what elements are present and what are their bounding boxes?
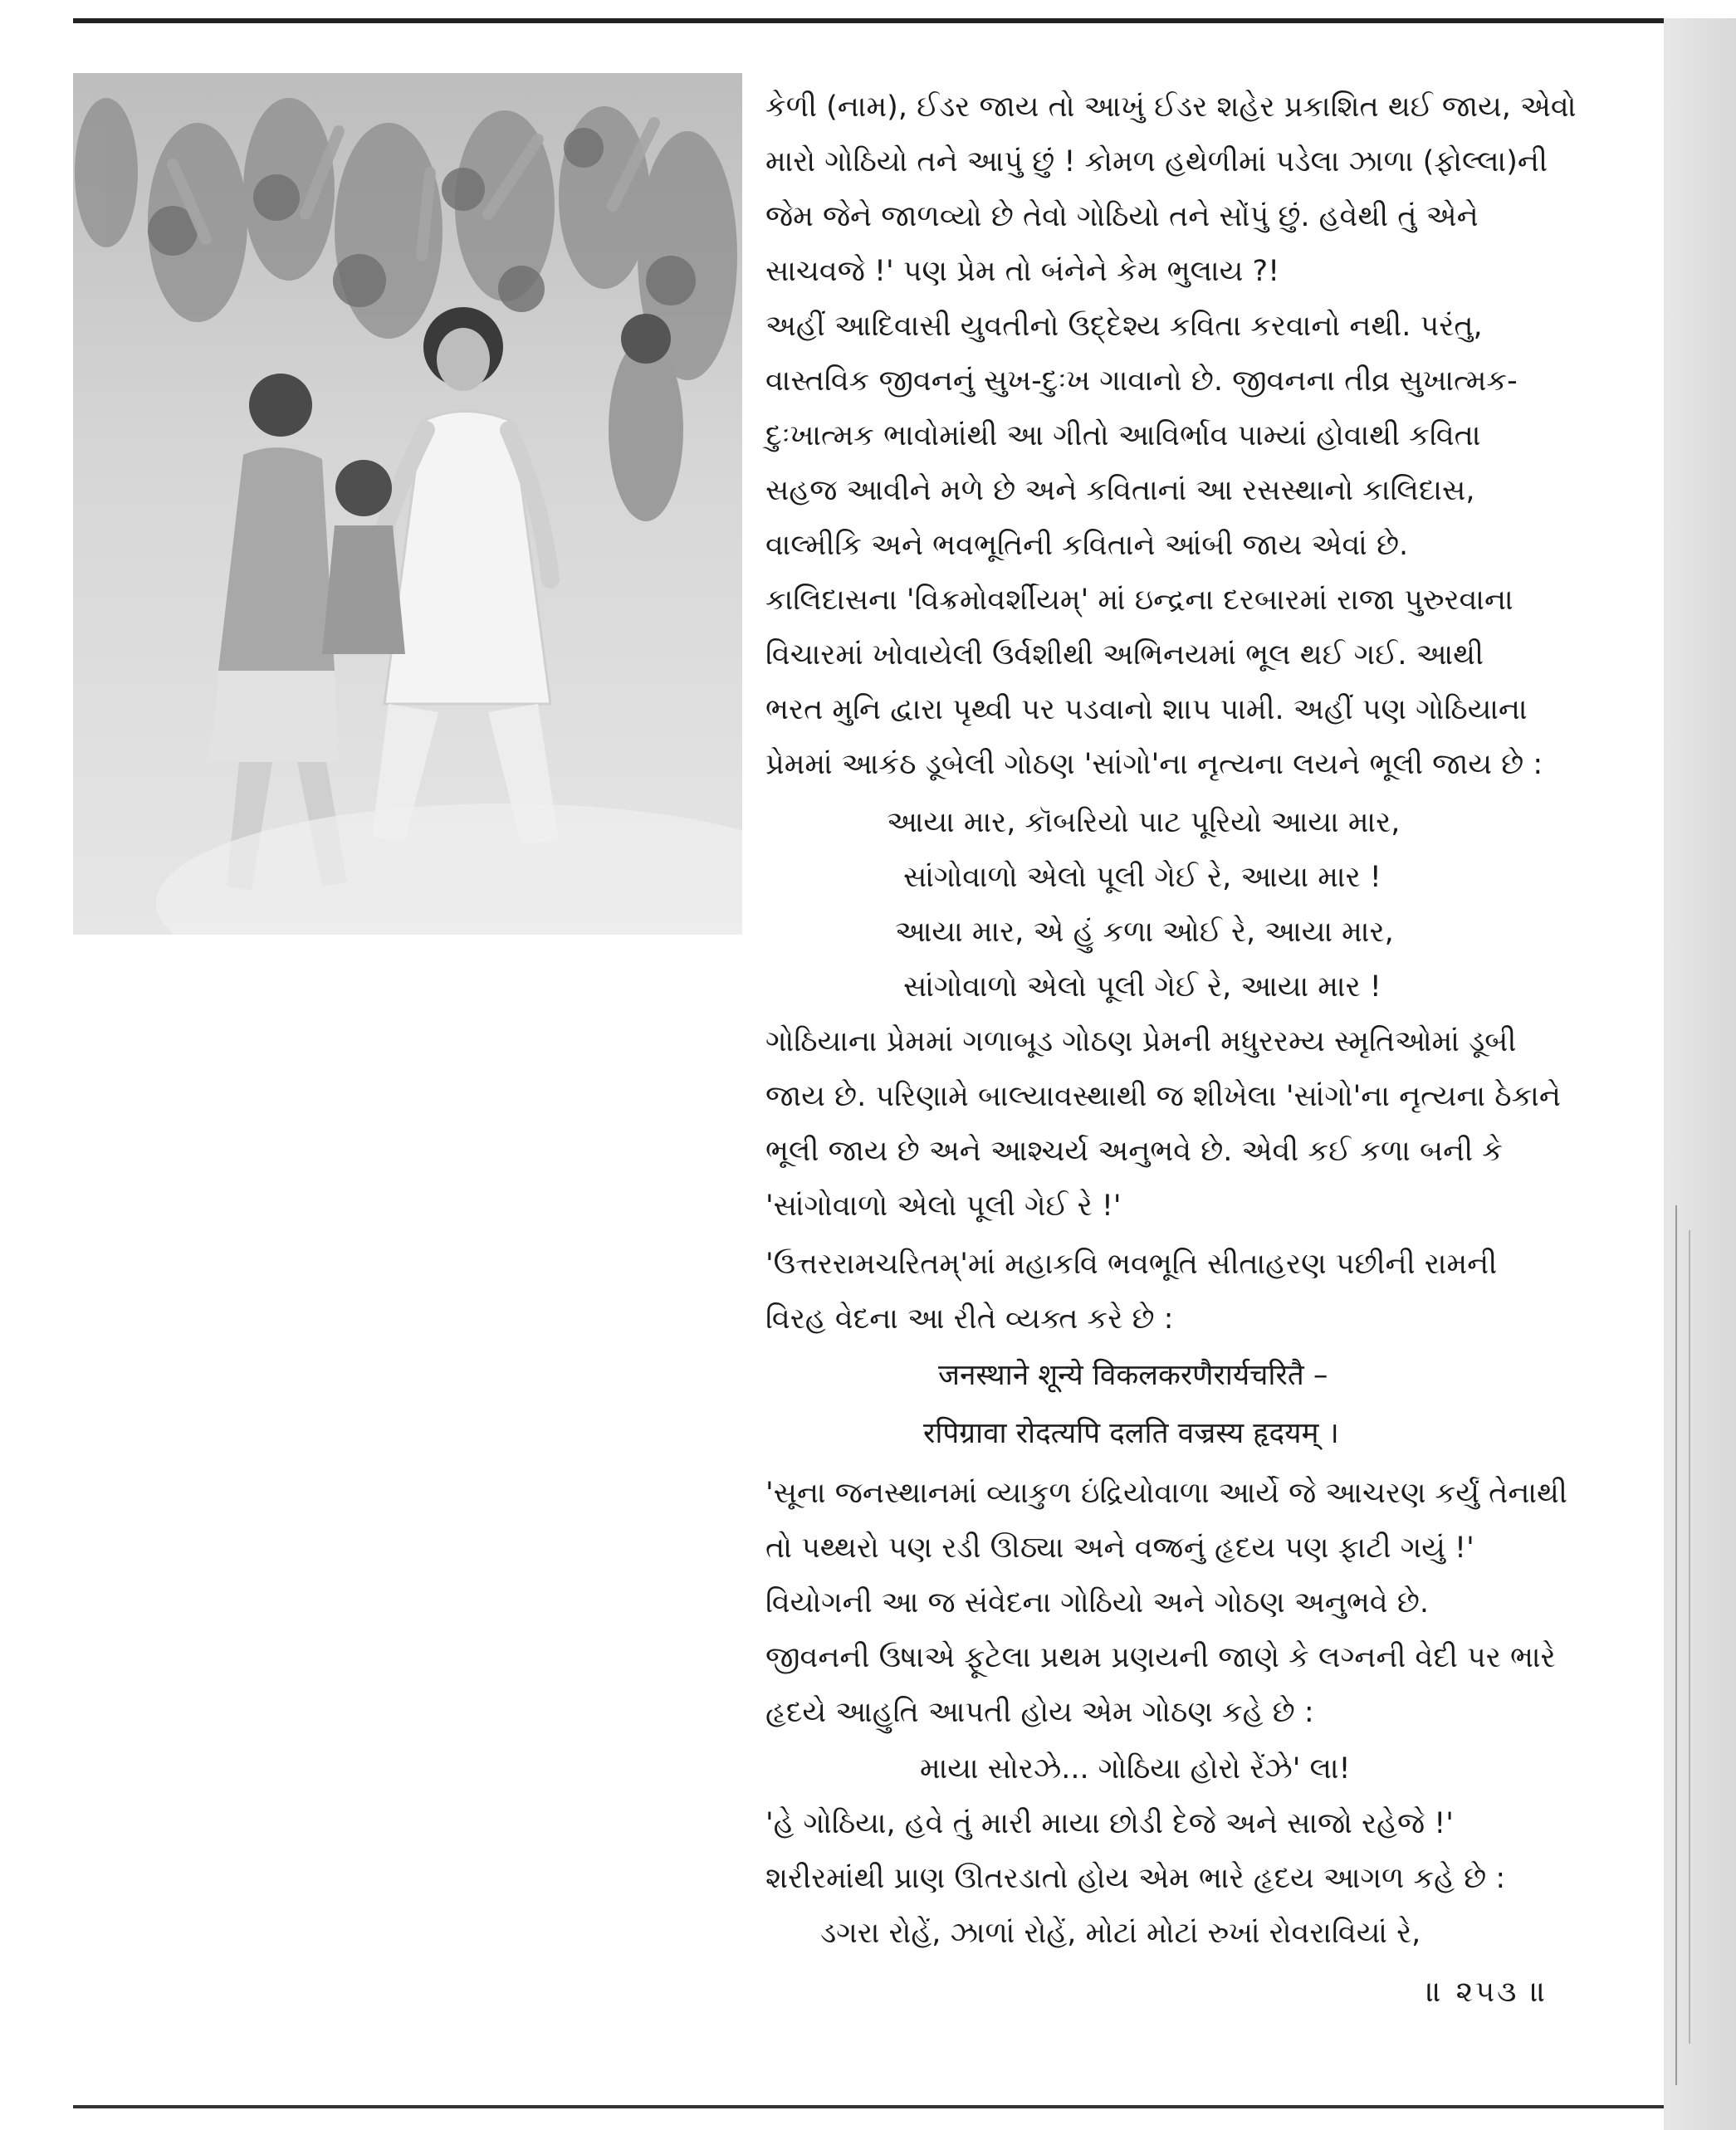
paragraph-5-line-4: 'સાંગોવાળો એલો પૂલી ગેઈ રે !' [765,1190,1122,1223]
dancers-photo [73,73,742,935]
paragraph-2-line-3: દુઃખાત્મક ભાવોમાંથી આ ગીતો આવિર્ભાવ પામ્યાં હોવાથી કવિતા [765,419,1481,452]
paragraph-5-line-3: ભૂલી જાય છે અને આશ્ચર્ય અનુભવે છે. એવી કઈ કળા બની કે [765,1135,1504,1168]
paragraph-5-line-1: ગોઠિયાના પ્રેમમાં ગળાબૂડ ગોઠણ પ્રેમની મધુરરમ્ય સ્મૃતિઓમાં ડૂબી [765,1025,1517,1058]
paragraph-8-line-5: હૃદયે આહુતિ આપતી હોય એમ ગોઠણ કહે છે : [765,1696,1314,1729]
paragraph-1-line-3: જેમ જેને જાળવ્યો છે તેવો ગોઠિયો તને સોંપું છું. હવેથી તું એને [765,200,1479,233]
paragraph-8-line-3: વિયોગની આ જ સંવેદના ગોઠિયો અને ગોઠણ અનુભવે છે. [765,1586,1429,1619]
paragraph-3-line-3: ભરત મુનિ દ્વારા પૃથ્વી પર પડવાનો શાપ પામી. અહીં પણ ગોઠિયાના [765,693,1528,726]
paragraph-2-line-4: સહજ આવીને મળે છે અને કવિતાનાં આ રસસ્થાનો કાલિદાસ, [765,474,1475,507]
paragraph-10-line-1: 'હે ગોઠિયા, હવે તું મારી માયા છોડી દેજે અને સાજો રહેજે !' [765,1807,1454,1840]
paragraph-1-line-1: કેળી (નામ), ઈડર જાય તો આખું ઈડર શહેર પ્રકાશિત થઈ જાય, એવો [765,90,1577,124]
paragraph-1-line-2: મારો ગોઠિયો તને આપું છું ! કોમળ હથેળીમાં પડેલા ઝાળા (ફોલ્લા)ની [765,145,1548,178]
paragraph-2-line-2: વાસ્તવિક જીવનનું સુખ-દુઃખ ગાવાનો છે. જીવનના તીવ્ર સુખાત્મક- [765,364,1518,398]
sanskrit-verse-line-2: रपिग्रावा रोदत्यपि दलति वज्रस्य हृदयम् । [923,1417,1339,1450]
verse-1-line-4: સાંગોવાળો એલો પૂલી ગેઈ રે, આયા માર ! [903,970,1381,1004]
paragraph-3-line-1: કાલિદાસના 'વિક્રમોવર્શીયમ્' માં ઇન્દ્રના દરબારમાં રાજા પુરુરવાના [765,584,1513,617]
verse-1-line-1: આયા માર, કૉબરિયો પાટ પૂરિયો આયા માર, [887,806,1401,839]
verse-1-line-2: સાંગોવાળો એલો પૂલી ગેઈ રે, આયા માર ! [903,861,1381,894]
bottom-rule [73,2105,1664,2108]
paragraph-8-line-1: 'સૂના જનસ્થાનમાં વ્યાકુળ ઇંદ્રિયોવાળા આર્યે જે આચરણ કર્યું તેનાથી [765,1477,1567,1510]
paragraph-2-line-5: વાલ્મીકિ અને ભવભૂતિની કવિતાને આંબી જાય એવાં છે. [765,529,1409,562]
paragraph-6-line-1: 'ઉત્તરરામચરિતમ્'માં મહાકવિ ભવભૂતિ સીતાહરણ પછીની રામની [765,1248,1498,1281]
paragraph-8-line-4: જીવનની ઉષાએ ફૂટેલા પ્રથમ પ્રણયની જાણે કે લગ્નની વેદી પર ભારે [765,1641,1556,1674]
paragraph-2-line-1: અહીં આદિવાસી યુવતીનો ઉદ્દેશ્ય કવિતા કરવાનો નથી. પરંતુ, [765,310,1483,343]
paragraph-5-line-2: જાય છે. પરિણામે બાલ્યાવસ્થાથી જ શીખેલા 'સાંગો'ના નૃત્યના ઠેકાને [765,1080,1561,1113]
verse-2-line-1: માયા સોરઝે... ગોઠિયા હોરો રેંઝે' લા! [920,1752,1351,1786]
paragraph-3-line-2: વિચારમાં ખોવાયેલી ઉર્વશીથી અભિનયમાં ભૂલ થઈ ગઈ. આથી [765,638,1484,672]
page-number: ॥ ૨૫૩ ॥ [1426,1976,1549,2009]
verse-3-line-1: ડગરા રોહેં, ઝાળાં રોહેં, મોટાં મોટાં રુખાં રોવરાવિયાં રે, [820,1917,1421,1950]
dancers-photo-illustration [73,73,742,935]
page-edge-shadow [1664,18,1736,2130]
paragraph-8-line-2: તો પથ્થરો પણ રડી ઊઠ્યા અને વજ્રનું હૃદય પણ ફાટી ગયું !' [765,1532,1474,1565]
paragraph-6-line-2: વિરહ વેદના આ રીતે વ્યક્ત કરે છે : [765,1302,1174,1336]
paragraph-10-line-2: શરીરમાંથી પ્રાણ ઊતરડાતો હોય એમ ભારે હૃદય આગળ કહે છે : [765,1862,1506,1895]
top-rule [73,18,1664,23]
paragraph-1-line-4: સાચવજે !' પણ પ્રેમ તો બંનેને કેમ ભુલાય ?! [765,255,1280,288]
verse-1-line-3: આયા માર, એ હું કળા ઓઈ રે, આયા માર, [895,916,1394,949]
paragraph-3-line-4: પ્રેમમાં આકંઠ ડૂબેલી ગોઠણ 'સાંગો'ના નૃત્યના લયને ભૂલી જાય છે : [765,748,1543,781]
sanskrit-verse-line-1: जनस्थाने शून्ये विकलकरणैरार्यचरितै – [938,1359,1328,1392]
